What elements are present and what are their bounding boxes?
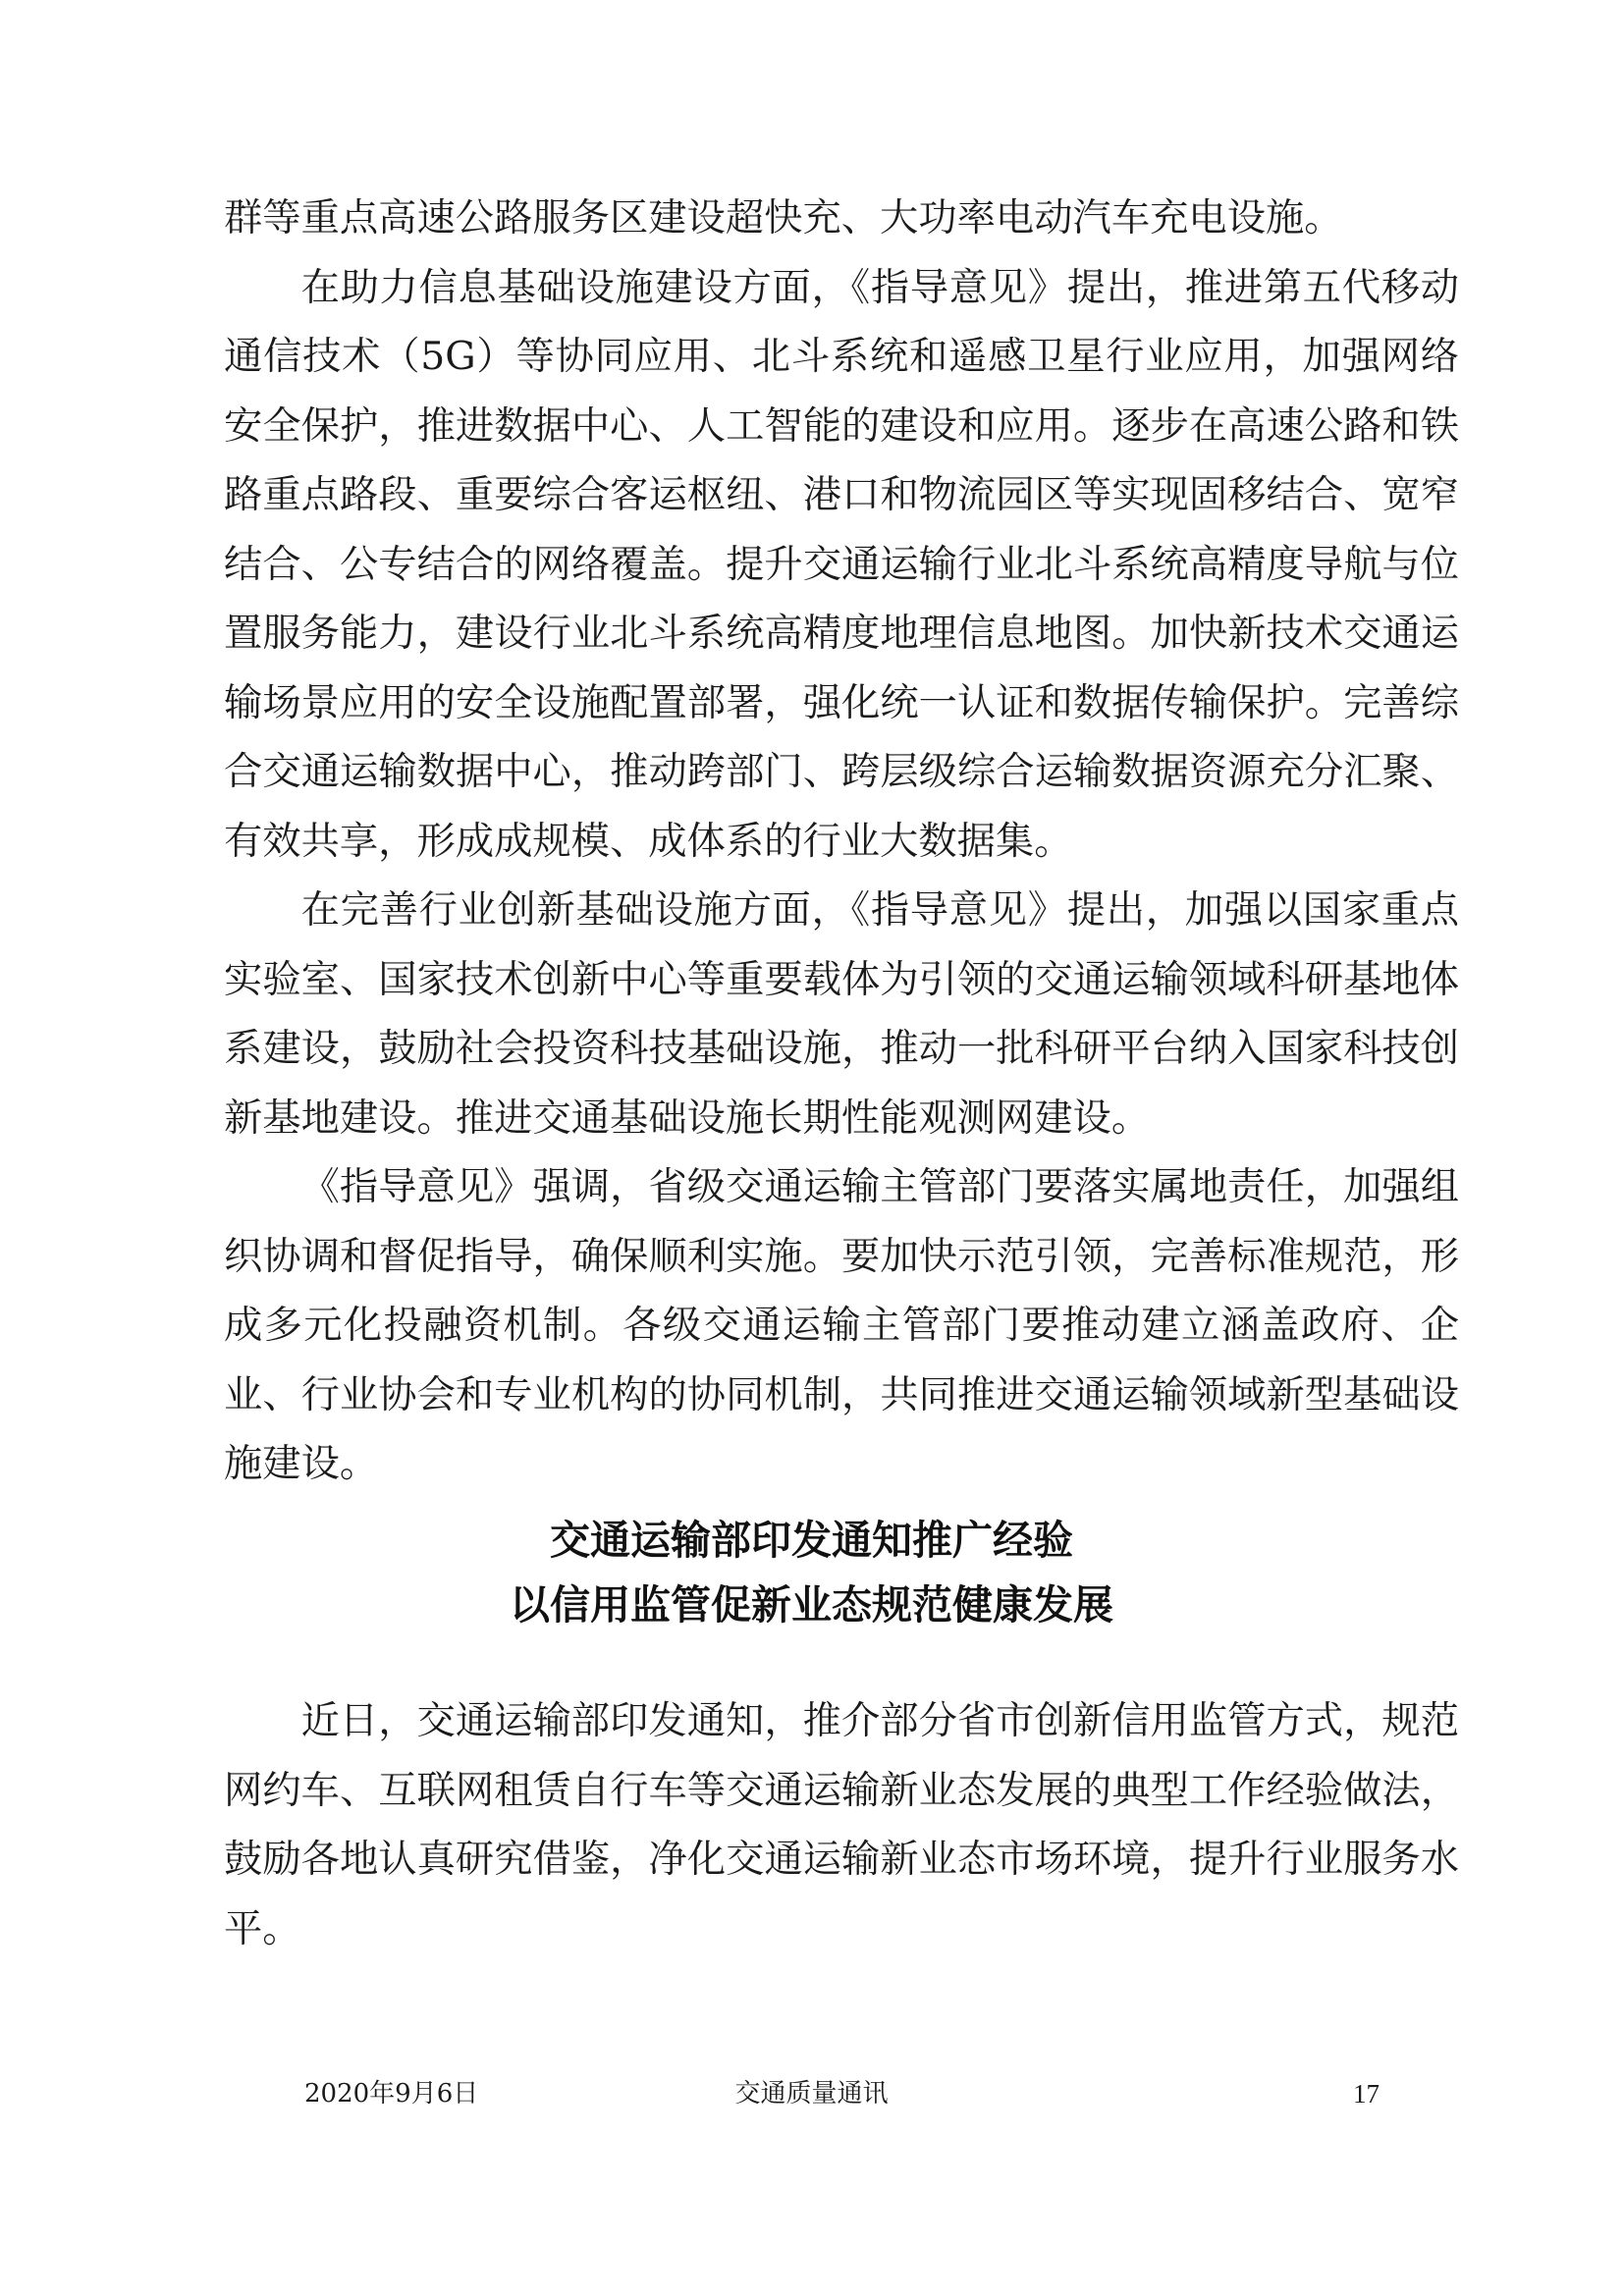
paragraph-continuation: 群等重点高速公路服务区建设超快充、大功率电动汽车充电设施。 — [224, 196, 1343, 240]
article-title-line-1: 交通运输部印发通知推广经验 — [550, 1517, 1073, 1564]
footer-journal-name: 交通质量通讯 — [734, 2079, 889, 2109]
paragraph-credit-supervision: 近日，交通运输部印发通知，推介部分省市创新信用监管方式，规范网约车、互联网租赁自行车等交通运输新业态发展的典型工作经验做法，鼓励各地认真研究借鉴，净化交通运输新业态市场环境，提升行业服务水平。 — [224, 1699, 1459, 1951]
article-title-line-2: 以信用监管促新业态规范健康发展 — [510, 1581, 1113, 1629]
article-continued-body — [224, 185, 1459, 1500]
paragraph-information-infrastructure: 在助力信息基础设施建设方面，《指导意见》提出，推进第五代移动通信技术（5G）等协同应用、北斗系统和遥感卫星行业应用，加强网络安全保护，推进数据中心、人工智能的建设和应用。逐步在高速公路和铁路重点路段、重要综合客运枢纽、港口和物流园区等实现固移结合、宽窄结合、公专结合的网络覆盖。提升交通运输行业北斗系统高精度导航与位置服务能力，建设行业北斗系统高精度地理信息地图。加快新技术交通运输场景应用的安全设施配置部署，强化统一认证和数据传输保护。完善综合交通运输数据中心，推动跨部门、跨层级综合运输数据资源充分汇聚、有效共享，形成成规模、成体系的行业大数据集。 — [224, 265, 1459, 864]
article-new-body — [224, 1687, 1459, 1964]
paragraph-guidance-emphasis: 《指导意见》强调，省级交通运输主管部门要落实属地责任，加强组织协调和督促指导，确保顺利实施。要加快示范引领，完善标准规范，形成多元化投融资机制。各级交通运输主管部门要推动建立涵盖政府、企业、行业协会和专业机构的协同机制，共同推进交通运输领域新型基础设施建设。 — [224, 1165, 1459, 1486]
footer-date: 2020年9月6日 — [304, 2079, 479, 2109]
paragraph-innovation-infrastructure: 在完善行业创新基础设施方面，《指导意见》提出，加强以国家重点实验室、国家技术创新中心等重要载体为引领的交通运输领域科研基地体系建设，鼓励社会投资科技基础设施，推动一批科研平台纳入国家科技创新基地建设。推进交通基础设施长期性能观测网建设。 — [224, 888, 1459, 1141]
page-number: 17 — [1353, 2079, 1380, 2109]
